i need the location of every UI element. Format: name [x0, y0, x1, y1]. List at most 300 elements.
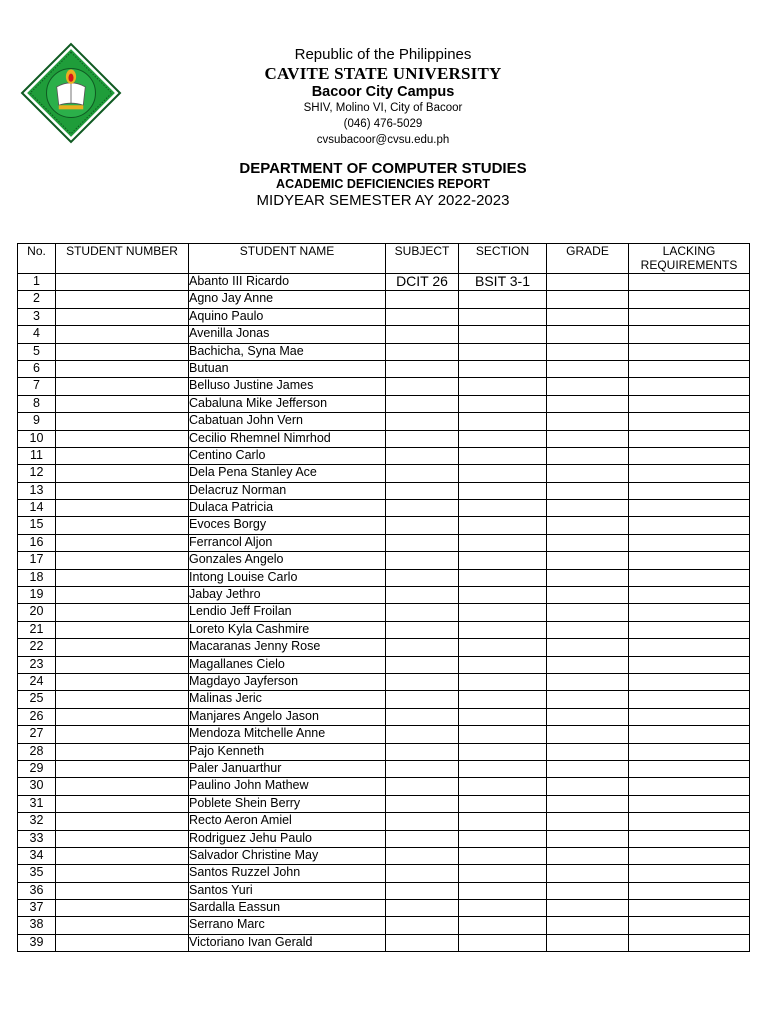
student-no-cell: 16 [18, 534, 56, 551]
section-cell [459, 865, 547, 882]
subject-cell: DCIT 26 [386, 274, 459, 291]
subject-cell [386, 360, 459, 377]
section-cell [459, 813, 547, 830]
table-row [18, 308, 750, 325]
subject-cell [386, 500, 459, 517]
student-number-cell [56, 326, 189, 343]
subject-cell [386, 308, 459, 325]
grade-cell [547, 482, 629, 499]
section-cell [459, 482, 547, 499]
student-number-cell [56, 500, 189, 517]
lacking-requirements-cell [629, 656, 750, 673]
student-name-cell: Sardalla Eassun [189, 900, 386, 917]
student-no-cell: 34 [18, 847, 56, 864]
section-cell [459, 917, 547, 934]
grade-cell [547, 795, 629, 812]
campus-email: cvsubacoor@cvsu.edu.ph [316, 133, 450, 146]
student-number-cell [56, 934, 189, 951]
section-cell [459, 587, 547, 604]
section-cell [459, 343, 547, 360]
grade-cell [547, 274, 629, 291]
table-row [18, 430, 750, 447]
table-row [18, 830, 750, 847]
student-number-cell [56, 569, 189, 586]
table-row [18, 500, 750, 517]
lacking-requirements-cell [629, 743, 750, 760]
lacking-requirements-cell [629, 378, 750, 395]
section-cell [459, 656, 547, 673]
campus-name: Bacoor City Campus [311, 83, 455, 100]
student-number-cell [56, 604, 189, 621]
subject-cell [386, 291, 459, 308]
subject-cell [386, 830, 459, 847]
grade-cell [547, 813, 629, 830]
subject-cell [386, 587, 459, 604]
republic-text: Republic of the Philippines [294, 46, 472, 63]
subject-cell [386, 447, 459, 464]
grade-cell [547, 691, 629, 708]
student-no-cell: 9 [18, 413, 56, 430]
table-row [18, 274, 750, 291]
section-cell [459, 934, 547, 951]
student-name-cell: Centino Carlo [189, 447, 386, 464]
student-number-cell [56, 378, 189, 395]
table-row [18, 447, 750, 464]
section-cell [459, 795, 547, 812]
student-no-cell: 33 [18, 830, 56, 847]
student-name-cell: Cabaluna Mike Jefferson [189, 395, 386, 412]
section-cell [459, 830, 547, 847]
subject-cell [386, 917, 459, 934]
student-name-cell: Magdayo Jayferson [189, 673, 386, 690]
lacking-requirements-cell [629, 569, 750, 586]
grade-cell [547, 778, 629, 795]
table-row [18, 708, 750, 725]
student-number-cell [56, 447, 189, 464]
student-no-cell: 24 [18, 673, 56, 690]
student-name-cell: Rodriguez Jehu Paulo [189, 830, 386, 847]
lacking-requirements-cell [629, 465, 750, 482]
student-number-cell [56, 413, 189, 430]
table-row [18, 552, 750, 569]
university-name: CAVITE STATE UNIVERSITY [264, 63, 502, 83]
student-number-cell [56, 639, 189, 656]
section-cell [459, 847, 547, 864]
table-row [18, 517, 750, 534]
table-row [18, 865, 750, 882]
section-cell [459, 378, 547, 395]
student-no-cell: 12 [18, 465, 56, 482]
student-no-cell: 28 [18, 743, 56, 760]
student-name-cell: Salvador Christine May [189, 847, 386, 864]
student-name-cell: Manjares Angelo Jason [189, 708, 386, 725]
student-number-cell [56, 274, 189, 291]
table-row [18, 569, 750, 586]
campus-address: SHIV, Molino VI, City of Bacoor [303, 101, 463, 114]
grade-cell [547, 395, 629, 412]
student-number-cell [56, 517, 189, 534]
student-name-cell: Jabay Jethro [189, 587, 386, 604]
grade-cell [547, 378, 629, 395]
table-row [18, 621, 750, 638]
student-name-cell: Pajo Kenneth [189, 743, 386, 760]
student-name-cell: Santos Ruzzel John [189, 865, 386, 882]
lacking-requirements-cell [629, 482, 750, 499]
grade-cell [547, 917, 629, 934]
student-no-cell: 2 [18, 291, 56, 308]
lacking-requirements-cell [629, 691, 750, 708]
student-number-cell [56, 465, 189, 482]
student-no-cell: 7 [18, 378, 56, 395]
student-no-cell: 37 [18, 900, 56, 917]
section-cell [459, 447, 547, 464]
table-row [18, 656, 750, 673]
table-row [18, 900, 750, 917]
section-cell [459, 413, 547, 430]
grade-cell [547, 291, 629, 308]
grade-cell [547, 413, 629, 430]
table-row [18, 726, 750, 743]
grade-cell [547, 830, 629, 847]
student-no-cell: 21 [18, 621, 56, 638]
col-header-student-name: STUDENT NAME [189, 244, 386, 274]
student-name-cell: Paler Januarthur [189, 760, 386, 777]
col-header-lacking-requirements: LACKING REQUIREMENTS [629, 244, 750, 274]
grade-cell [547, 882, 629, 899]
table-row [18, 395, 750, 412]
subject-cell [386, 395, 459, 412]
lacking-requirements-cell [629, 552, 750, 569]
student-no-cell: 26 [18, 708, 56, 725]
section-cell [459, 552, 547, 569]
subject-cell [386, 430, 459, 447]
subject-cell [386, 726, 459, 743]
section-cell [459, 534, 547, 551]
student-number-cell [56, 552, 189, 569]
lacking-requirements-cell [629, 934, 750, 951]
grade-cell [547, 447, 629, 464]
student-number-cell [56, 308, 189, 325]
table-row [18, 882, 750, 899]
student-number-cell [56, 430, 189, 447]
section-cell [459, 569, 547, 586]
student-number-cell [56, 760, 189, 777]
subject-cell [386, 900, 459, 917]
table-row [18, 795, 750, 812]
student-no-cell: 38 [18, 917, 56, 934]
university-seal-logo [20, 42, 122, 144]
table-body [18, 274, 750, 952]
table-row [18, 326, 750, 343]
subject-cell [386, 517, 459, 534]
table-row [18, 378, 750, 395]
lacking-requirements-cell [629, 308, 750, 325]
subject-cell [386, 378, 459, 395]
grade-cell [547, 621, 629, 638]
student-name-cell: Butuan [189, 360, 386, 377]
student-number-cell [56, 778, 189, 795]
lacking-requirements-cell [629, 500, 750, 517]
student-name-cell: Abanto III Ricardo [189, 274, 386, 291]
student-number-cell [56, 343, 189, 360]
lacking-requirements-cell [629, 517, 750, 534]
deficiencies-table [17, 243, 750, 952]
table-header-row [18, 244, 750, 274]
subject-cell [386, 569, 459, 586]
col-header-grade: GRADE [547, 244, 629, 274]
student-name-cell: Recto Aeron Amiel [189, 813, 386, 830]
student-number-cell [56, 726, 189, 743]
grade-cell [547, 343, 629, 360]
section-cell [459, 360, 547, 377]
table-row [18, 934, 750, 951]
section-cell [459, 691, 547, 708]
section-cell [459, 726, 547, 743]
report-title: ACADEMIC DEFICIENCIES REPORT [276, 177, 490, 192]
student-number-cell [56, 917, 189, 934]
table-row [18, 760, 750, 777]
lacking-requirements-cell [629, 343, 750, 360]
section-cell [459, 760, 547, 777]
lacking-requirements-cell [629, 621, 750, 638]
section-cell [459, 395, 547, 412]
student-number-cell [56, 360, 189, 377]
table-row [18, 360, 750, 377]
lacking-requirements-cell [629, 534, 750, 551]
student-no-cell: 29 [18, 760, 56, 777]
student-no-cell: 36 [18, 882, 56, 899]
lacking-requirements-cell [629, 917, 750, 934]
grade-cell [547, 465, 629, 482]
grade-cell [547, 517, 629, 534]
subject-cell [386, 760, 459, 777]
grade-cell [547, 569, 629, 586]
grade-cell [547, 639, 629, 656]
section-cell [459, 430, 547, 447]
section-cell [459, 882, 547, 899]
section-cell [459, 743, 547, 760]
lacking-requirements-cell [629, 795, 750, 812]
student-no-cell: 13 [18, 482, 56, 499]
student-number-cell [56, 882, 189, 899]
section-cell: BSIT 3-1 [459, 274, 547, 291]
lacking-requirements-cell [629, 413, 750, 430]
section-cell [459, 291, 547, 308]
subject-cell [386, 708, 459, 725]
student-name-cell: Mendoza Mitchelle Anne [189, 726, 386, 743]
lacking-requirements-cell [629, 813, 750, 830]
student-name-cell: Bachicha, Syna Mae [189, 343, 386, 360]
subject-cell [386, 552, 459, 569]
grade-cell [547, 360, 629, 377]
subject-cell [386, 934, 459, 951]
grade-cell [547, 552, 629, 569]
subject-cell [386, 656, 459, 673]
student-no-cell: 27 [18, 726, 56, 743]
section-cell [459, 621, 547, 638]
student-no-cell: 1 [18, 274, 56, 291]
section-cell [459, 778, 547, 795]
student-name-cell: Santos Yuri [189, 882, 386, 899]
student-name-cell: Cabatuan John Vern [189, 413, 386, 430]
lacking-requirements-cell [629, 395, 750, 412]
student-name-cell: Aquino Paulo [189, 308, 386, 325]
section-cell [459, 308, 547, 325]
table-row [18, 587, 750, 604]
student-no-cell: 20 [18, 604, 56, 621]
lacking-requirements-cell [629, 830, 750, 847]
grade-cell [547, 500, 629, 517]
student-no-cell: 8 [18, 395, 56, 412]
student-number-cell [56, 743, 189, 760]
student-name-cell: Macaranas Jenny Rose [189, 639, 386, 656]
student-name-cell: Dela Pena Stanley Ace [189, 465, 386, 482]
student-number-cell [56, 291, 189, 308]
student-name-cell: Serrano Marc [189, 917, 386, 934]
col-header-student-number: STUDENT NUMBER [56, 244, 189, 274]
student-no-cell: 31 [18, 795, 56, 812]
grade-cell [547, 604, 629, 621]
section-cell [459, 900, 547, 917]
student-name-cell: Intong Louise Carlo [189, 569, 386, 586]
grade-cell [547, 726, 629, 743]
section-cell [459, 604, 547, 621]
subject-cell [386, 691, 459, 708]
grade-cell [547, 847, 629, 864]
student-no-cell: 3 [18, 308, 56, 325]
lacking-requirements-cell [629, 708, 750, 725]
grade-cell [547, 934, 629, 951]
section-cell [459, 673, 547, 690]
student-number-cell [56, 847, 189, 864]
subject-cell [386, 482, 459, 499]
department-name: DEPARTMENT OF COMPUTER STUDIES [239, 160, 527, 177]
document-header [150, 46, 616, 148]
table-row [18, 673, 750, 690]
table-row [18, 291, 750, 308]
subject-cell [386, 639, 459, 656]
student-name-cell: Belluso Justine James [189, 378, 386, 395]
subject-cell [386, 778, 459, 795]
col-header-no: No. [18, 244, 56, 274]
subject-cell [386, 465, 459, 482]
table-row [18, 413, 750, 430]
student-number-cell [56, 708, 189, 725]
student-name-cell: Lendio Jeff Froilan [189, 604, 386, 621]
grade-cell [547, 430, 629, 447]
student-no-cell: 23 [18, 656, 56, 673]
table-row [18, 743, 750, 760]
student-number-cell [56, 830, 189, 847]
student-no-cell: 10 [18, 430, 56, 447]
grade-cell [547, 708, 629, 725]
student-no-cell: 35 [18, 865, 56, 882]
subject-cell [386, 847, 459, 864]
table-row [18, 917, 750, 934]
section-cell [459, 517, 547, 534]
subject-cell [386, 621, 459, 638]
lacking-requirements-cell [629, 900, 750, 917]
table-row [18, 482, 750, 499]
student-no-cell: 17 [18, 552, 56, 569]
student-no-cell: 15 [18, 517, 56, 534]
table-row [18, 691, 750, 708]
grade-cell [547, 743, 629, 760]
table-row [18, 778, 750, 795]
student-name-cell: Ferrancol Aljon [189, 534, 386, 551]
student-number-cell [56, 534, 189, 551]
grade-cell [547, 656, 629, 673]
subject-cell [386, 865, 459, 882]
student-no-cell: 4 [18, 326, 56, 343]
lacking-requirements-cell [629, 604, 750, 621]
student-name-cell: Evoces Borgy [189, 517, 386, 534]
student-number-cell [56, 587, 189, 604]
student-no-cell: 14 [18, 500, 56, 517]
subject-cell [386, 813, 459, 830]
lacking-requirements-cell [629, 760, 750, 777]
table-row [18, 813, 750, 830]
grade-cell [547, 326, 629, 343]
table-row [18, 343, 750, 360]
subject-cell [386, 413, 459, 430]
subject-cell [386, 673, 459, 690]
student-name-cell: Poblete Shein Berry [189, 795, 386, 812]
lacking-requirements-cell [629, 447, 750, 464]
student-name-cell: Malinas Jeric [189, 691, 386, 708]
section-cell [459, 639, 547, 656]
student-no-cell: 18 [18, 569, 56, 586]
table-row [18, 847, 750, 864]
grade-cell [547, 308, 629, 325]
table-row [18, 534, 750, 551]
section-cell [459, 326, 547, 343]
student-no-cell: 30 [18, 778, 56, 795]
student-name-cell: Dulaca Patricia [189, 500, 386, 517]
subject-cell [386, 604, 459, 621]
student-number-cell [56, 673, 189, 690]
student-no-cell: 25 [18, 691, 56, 708]
table-row [18, 639, 750, 656]
grade-cell [547, 534, 629, 551]
grade-cell [547, 900, 629, 917]
lacking-requirements-cell [629, 673, 750, 690]
student-no-cell: 32 [18, 813, 56, 830]
section-cell [459, 500, 547, 517]
student-name-cell: Delacruz Norman [189, 482, 386, 499]
lacking-requirements-cell [629, 865, 750, 882]
student-name-cell: Avenilla Jonas [189, 326, 386, 343]
lacking-requirements-cell [629, 326, 750, 343]
student-number-cell [56, 482, 189, 499]
col-header-section: SECTION [459, 244, 547, 274]
section-cell [459, 708, 547, 725]
lacking-requirements-cell [629, 847, 750, 864]
section-cell [459, 465, 547, 482]
subject-cell [386, 743, 459, 760]
student-number-cell [56, 656, 189, 673]
lacking-requirements-cell [629, 778, 750, 795]
student-number-cell [56, 621, 189, 638]
student-name-cell: Victoriano Ivan Gerald [189, 934, 386, 951]
lacking-requirements-cell [629, 882, 750, 899]
student-name-cell: Cecilio Rhemnel Nimrhod [189, 430, 386, 447]
student-no-cell: 5 [18, 343, 56, 360]
student-name-cell: Paulino John Mathew [189, 778, 386, 795]
subject-cell [386, 795, 459, 812]
student-number-cell [56, 900, 189, 917]
grade-cell [547, 673, 629, 690]
